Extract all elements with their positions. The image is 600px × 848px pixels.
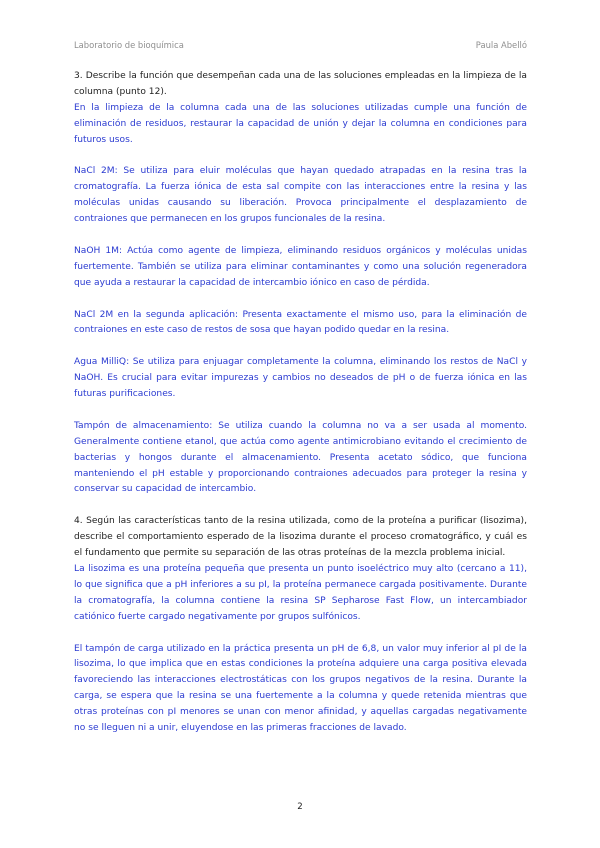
page-number: 2	[297, 802, 303, 812]
page-header	[74, 39, 527, 51]
question-4: 4. Según las características tanto de la resina utilizada, como de la proteína a purificar (lisozima), describe el comportamiento esperado de la lisozima durante el proceso cromatográfico, y cuál es el fundamento que permite su separación de las otras proteínas de la mezcla problema inicial.	[74, 516, 527, 559]
header-course-title: Laboratorio de bioquímica	[74, 40, 184, 50]
answer-4-paragraph-1: La lisozima es una proteína pequeña que presenta un punto isoeléctrico muy alto (cercano a 11), lo que significa que a pH inferiores a su pI, la proteína permanece cargada positivamente. Durante la cromatografía, la columna contiene la resina SP Sepharose Fast Flow, un intercambiador catiónico fuerte cargado negativamente por grupos sulfónicos.	[74, 564, 527, 622]
answer-3-nacl: NaCl 2M: Se utiliza para eluir moléculas que hayan quedado atrapadas en la resina tras la cromatografía. La fuerza iónica de esta sal compite con las interacciones entre la resina y las moléculas unidas causando su liberación. Provoca principalmente el desplazamiento de contraiones que permanecen en los grupos funcionales de la resina.	[74, 166, 527, 225]
answer-3-naoh: NaOH 1M: Actúa como agente de limpieza, eliminando residuos orgánicos y moléculas unidas fuertemente. También se utiliza para eliminar contaminantes y como una solución regeneradora que ayuda a restaurar la capacidad de intercambio iónico en caso de pérdida.	[74, 245, 527, 288]
answer-3-nacl-second: NaCl 2M en la segunda aplicación: Presenta exactamente el mismo uso, para la eliminación de contraiones en este caso de restos de sosa que hayan podido quedar en la resina.	[74, 309, 527, 336]
header-author-name: Paula Abelló	[475, 40, 527, 50]
question-3: 3. Describe la función que desempeñan cada una de las soluciones empleadas en la limpieza de la columna (punto 12).	[74, 71, 527, 97]
answer-3-tampon: Tampón de almacenamiento: Se utiliza cuando la columna no va a ser usada al momento. Generalmente contiene etanol, que actúa como agente antimicrobiano evitando el crecimiento de bacterias y hongos durante el almacenamiento. Presenta acetato sódico, que funciona manteniendo el pH estable y proporcionando contraiones adecuados para proteger la resina y conservar su capacidad de intercambio.	[74, 420, 527, 495]
answer-4-paragraph-2: El tampón de carga utilizado en la práctica presenta un pH de 6,8, un valor muy inferior al pI de la lisozima, lo que implica que en estas condiciones la proteína adquiere una carga positiva elevada favoreciendo las interacciones electrostáticas con los grupos negativos de la resina. Durante la carga, se espera que la resina se una fuertemente a la columna y quede retenida mientras que otras proteínas con pI menores se unan con menor afinidad, y aquellas cargadas negativamente no se lleguen ni a unir, eluyendose en las primeras fracciones de lavado.	[74, 643, 527, 734]
answer-3-agua: Agua MilliQ: Se utiliza para enjuagar completamente la columna, eliminando los restos de NaCl y NaOH. Es crucial para evitar impurezas y cambios no deseados de pH o de fuerza iónica en las futuras purificaciones.	[74, 357, 527, 400]
answer-3-intro: En la limpieza de la columna cada una de las soluciones utilizadas cumple una función de eliminación de residuos, restaurar la capacidad de unión y dejar la columna en condiciones para futuros usos.	[74, 102, 527, 145]
page-content	[74, 69, 527, 737]
